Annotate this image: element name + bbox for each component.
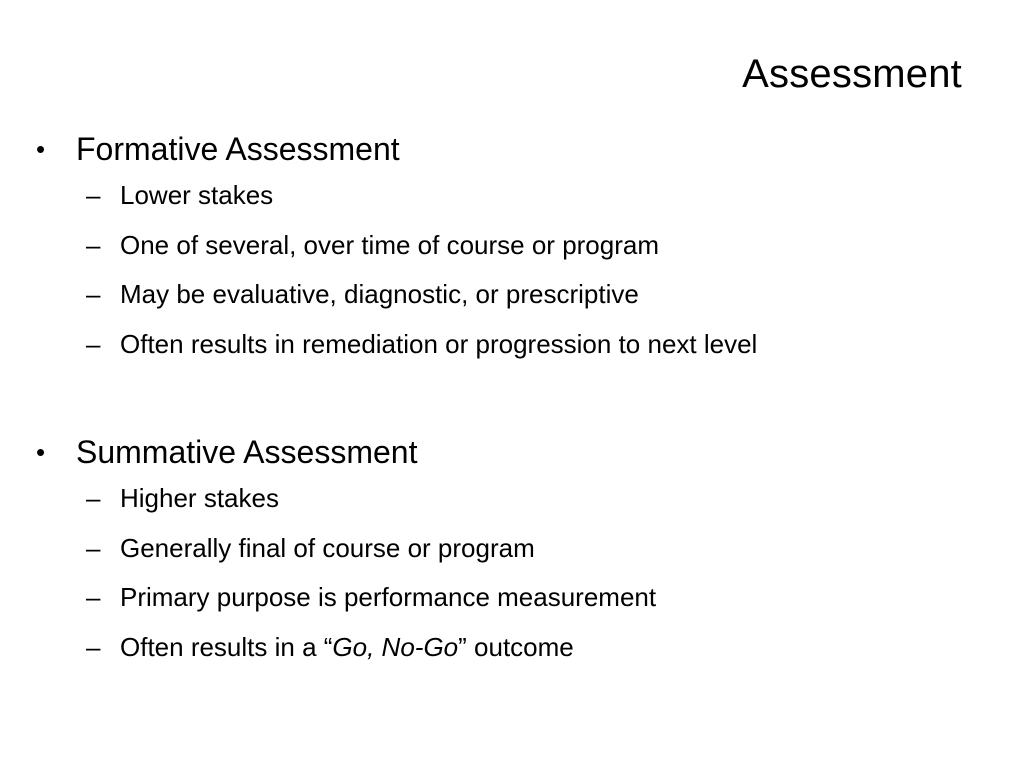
sub-bullet-item xyxy=(36,579,996,629)
sub-bullet-text: Generally final of course or program xyxy=(120,532,535,563)
dash-marker: – xyxy=(86,328,101,359)
sub-bullet-item xyxy=(36,530,996,580)
section-summative-assessment xyxy=(36,430,996,678)
sub-bullet-item xyxy=(36,480,996,530)
go-no-go-emphasis: Go, No-Go xyxy=(332,631,459,662)
dash-marker: – xyxy=(86,631,101,662)
sub-bullet-text: One of several, over time of course or program xyxy=(120,229,660,260)
sub-bullet-item xyxy=(36,326,996,376)
dash-marker: – xyxy=(86,180,101,210)
sub-bullet-item xyxy=(36,629,996,679)
sub-bullet-list xyxy=(36,177,996,375)
section-heading: Formative Assessment xyxy=(76,131,400,167)
section-heading: Summative Assessment xyxy=(76,434,418,470)
sub-bullet-list xyxy=(36,480,996,678)
sub-bullet-text: Lower stakes xyxy=(120,180,274,210)
dash-marker: – xyxy=(86,279,101,309)
dash-marker: – xyxy=(86,532,101,563)
outcome-suffix: ” outcome xyxy=(458,631,574,662)
sub-bullet-text: Often results in remediation or progression to next level xyxy=(120,328,758,359)
sub-bullet-text: May be evaluative, diagnostic, or prescriptive xyxy=(120,279,639,309)
dash-marker: – xyxy=(86,229,101,260)
sub-bullet-text: Primary purpose is performance measurement xyxy=(120,582,657,612)
bullet-formative-assessment xyxy=(36,127,996,171)
bullet-summative-assessment xyxy=(36,430,996,474)
dash-marker: – xyxy=(86,483,101,513)
bullet-dot: • xyxy=(36,437,46,467)
sub-bullet-text xyxy=(120,629,574,665)
sub-bullet-item xyxy=(36,227,996,277)
slide-title: Assessment xyxy=(742,52,962,96)
sub-bullet-item xyxy=(36,177,996,227)
outcome-prefix: Often results in a “ xyxy=(120,631,333,662)
sub-bullet-item xyxy=(36,276,996,326)
sub-bullet-text: Higher stakes xyxy=(120,483,279,513)
dash-marker: – xyxy=(86,582,101,612)
section-formative-assessment xyxy=(36,127,996,375)
bullet-dot: • xyxy=(36,134,46,164)
